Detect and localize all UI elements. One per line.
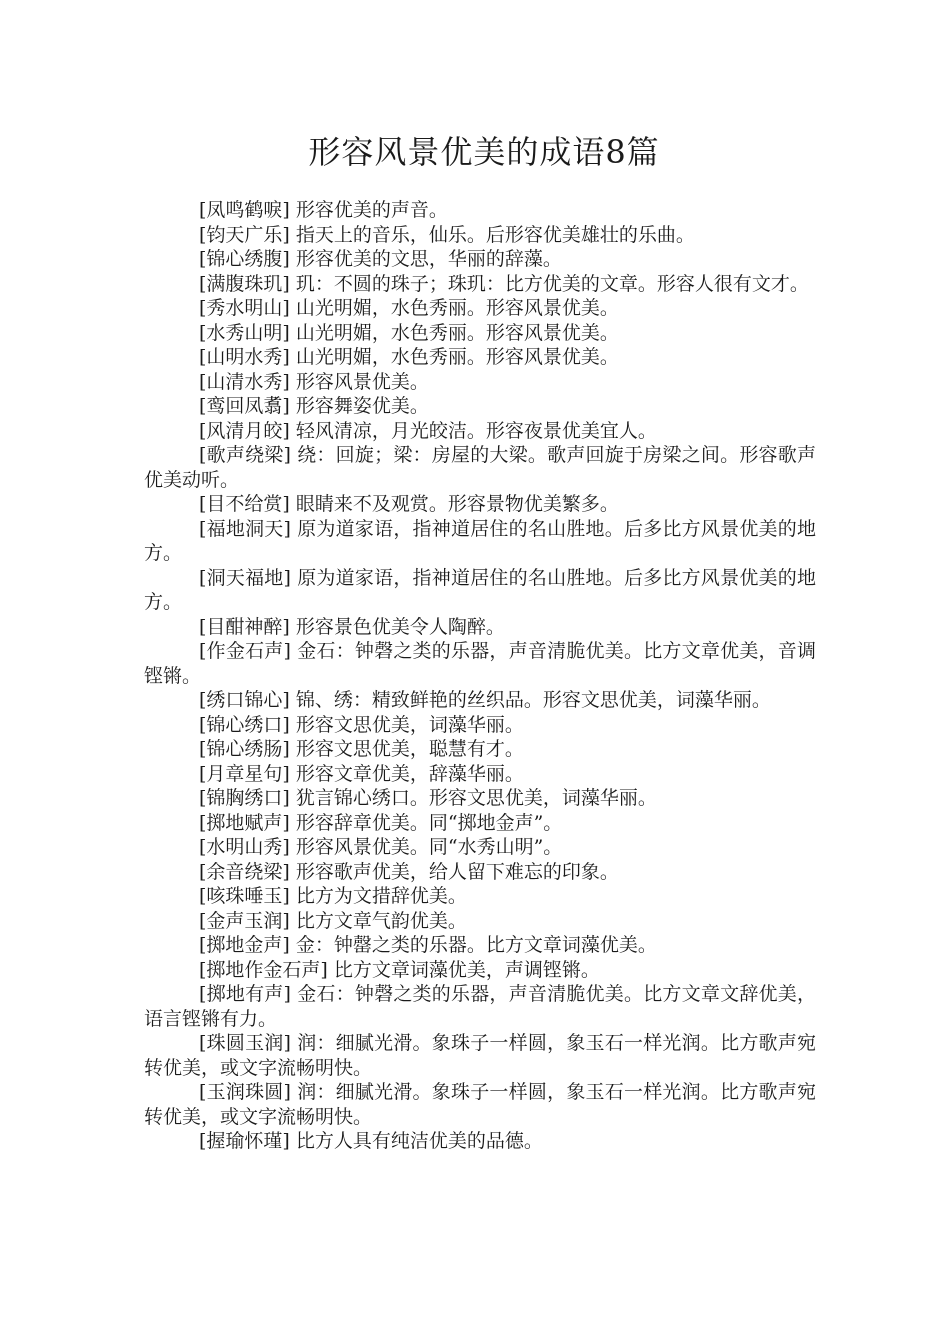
idiom-entry-9: [鸾回凤翥] 形容舞姿优美。	[199, 395, 429, 417]
idiom-entry-16: [作金石声] 金石：钟磬之类的乐器，声音清脆优美。比方文章优美，音调铿锵。	[144, 640, 816, 687]
idiom-entry-14: [洞天福地] 原为道家语，指神道居住的名山胜地。后多比方风景优美的地方。	[144, 566, 816, 613]
idiom-entry-8: [山清水秀] 形容风景优美。	[199, 370, 429, 393]
idiom-entry-29: [掷地有声] 金石：钟磬之类的乐器，声音清脆优美。比方文章文辞优美，语言铿锵有力。	[144, 983, 816, 1030]
idiom-list	[144, 198, 816, 1154]
idiom-entry-15: [目酣神醉] 形容景色优美令人陶醉。	[199, 615, 505, 638]
idiom-entry-22: [掷地赋声] 形容辞章优美。同“掷地金声”。	[199, 811, 563, 834]
idiom-entry-24: [余音绕梁] 形容歌声优美，给人留下难忘的印象。	[199, 860, 619, 883]
idiom-entry-25: [咳珠唾玉] 比方为文措辞优美。	[199, 885, 467, 907]
idiom-entry-11: [歌声绕梁] 绕：回旋；梁：房屋的大梁。歌声回旋于房梁之间。形容歌声优美动听。	[144, 444, 816, 491]
idiom-entry-17: [绣口锦心] 锦、绣：精致鲜艳的丝织品。形容文思优美，词藻华丽。	[199, 689, 771, 711]
idiom-entry-30: [珠圆玉润] 润：细腻光滑。象珠子一样圆，象玉石一样光润。比方歌声宛转优美，或文字流畅明快。	[144, 1032, 816, 1079]
idiom-entry-19: [锦心绣肠] 形容文思优美，聪慧有才。	[199, 738, 524, 760]
idiom-entry-23: [水明山秀] 形容风景优美。同“水秀山明”。	[199, 836, 563, 858]
idiom-entry-2: [钧天广乐] 指天上的音乐，仙乐。后形容优美雄壮的乐曲。	[199, 223, 695, 246]
idiom-entry-26: [金声玉润] 比方文章气韵优美。	[199, 909, 467, 932]
idiom-entry-21: [锦胸绣口] 犹言锦心绣口。形容文思优美，词藻华丽。	[199, 787, 657, 809]
idiom-entry-3: [锦心绣腹] 形容优美的文思，华丽的辞藻。	[199, 248, 562, 270]
idiom-entry-20: [月章星句] 形容文章优美，辞藻华丽。	[199, 762, 524, 785]
idiom-entry-6: [水秀山明] 山光明媚，水色秀丽。形容风景优美。	[199, 321, 619, 344]
idiom-entry-27: [掷地金声] 金：钟罄之类的乐器。比方文章词藻优美。	[199, 934, 657, 956]
idiom-entry-7: [山明水秀] 山光明媚，水色秀丽。形容风景优美。	[199, 346, 619, 368]
idiom-entry-18: [锦心绣口] 形容文思优美，词藻华丽。	[199, 713, 524, 736]
idiom-entry-13: [福地洞天] 原为道家语，指神道居住的名山胜地。后多比方风景优美的地方。	[144, 517, 816, 564]
idiom-entry-12: [目不给赏] 眼睛来不及观赏。形容景物优美繁多。	[199, 493, 619, 515]
idiom-entry-1: [凤鸣鹤唳] 形容优美的声音。	[199, 199, 448, 221]
idiom-entry-10: [风清月皎] 轻风清凉，月光皎洁。形容夜景优美宜人。	[199, 419, 657, 442]
idiom-entry-5: [秀水明山] 山光明媚，水色秀丽。形容风景优美。	[199, 297, 619, 319]
idiom-entry-32: [握瑜怀瑾] 比方人具有纯洁优美的品德。	[199, 1130, 543, 1152]
idiom-entry-31: [玉润珠圆] 润：细腻光滑。象珠子一样圆，象玉石一样光润。比方歌声宛转优美，或文字流畅明快。	[144, 1081, 816, 1128]
page-title: 形容风景优美的成语8篇	[308, 133, 660, 171]
idiom-entry-4: [满腹珠玑] 玑：不圆的珠子；珠玑：比方优美的文章。形容人很有文才。	[199, 272, 809, 295]
idiom-entry-28: [掷地作金石声] 比方文章词藻优美，声调铿锵。	[199, 958, 600, 981]
